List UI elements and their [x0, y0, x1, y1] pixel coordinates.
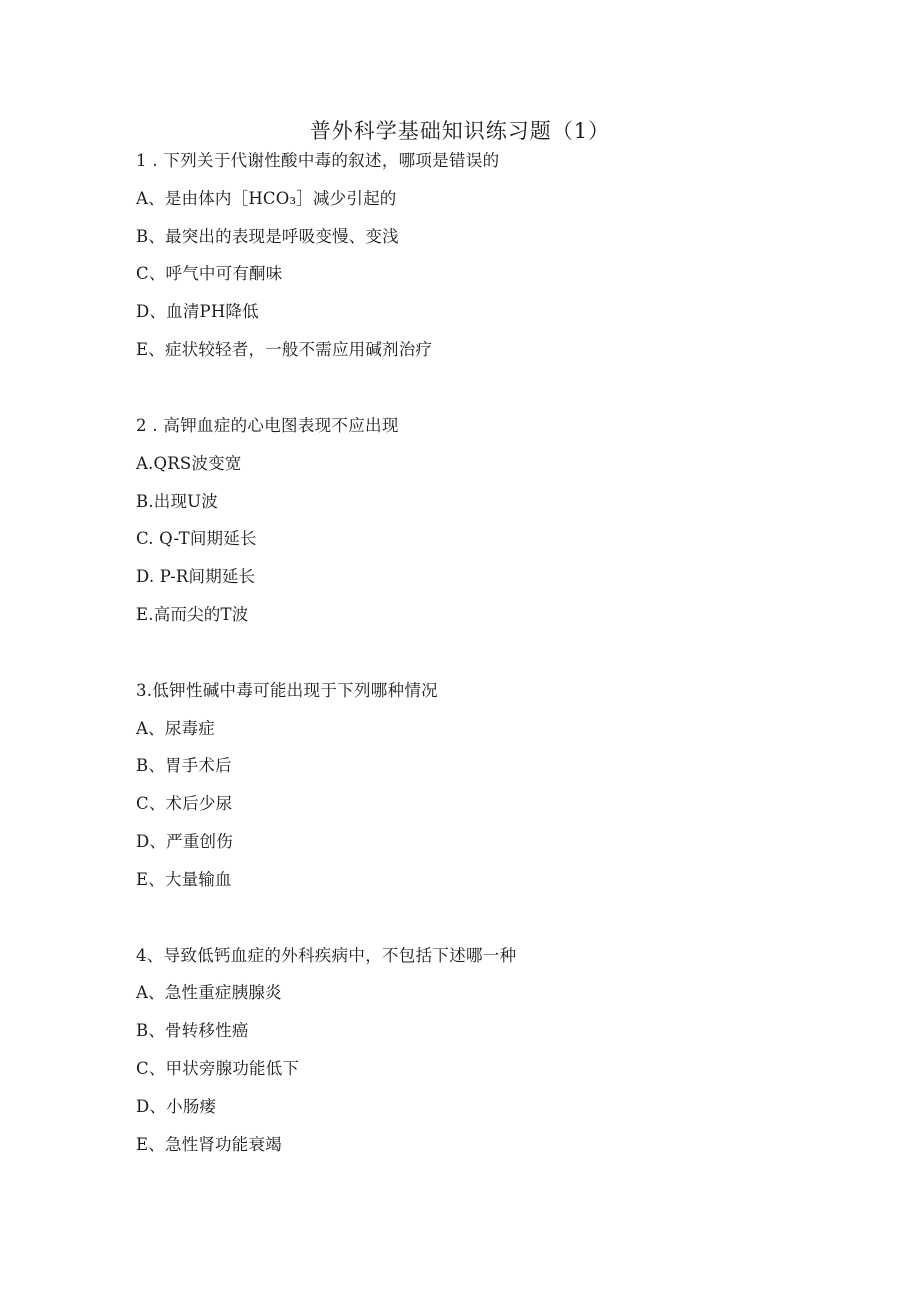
- option-d: D、小肠瘘: [136, 1097, 217, 1116]
- option-d: D、严重创伤: [136, 832, 233, 851]
- option-a: A.QRS波变宽: [136, 454, 242, 473]
- option-e: E、症状较轻者，一般不需应用碱剂治疗: [136, 340, 433, 359]
- question-text: 1 . 下列关于代谢性酸中毒的叙述，哪项是错误的: [136, 151, 500, 170]
- option-e: E、急性肾功能衰竭: [136, 1135, 282, 1154]
- page-title: 普外科学基础知识练习题（1）: [309, 119, 611, 143]
- option-d: D、血清PH降低: [136, 302, 259, 321]
- option-d: D. P-R间期延长: [136, 567, 256, 586]
- option-e: E.高而尖的T波: [136, 605, 249, 624]
- option-c: C、呼气中可有酮味: [136, 264, 283, 283]
- option-a: A、是由体内［HCO₃］减少引起的: [136, 189, 397, 208]
- option-a: A、尿毒症: [136, 719, 215, 738]
- question-text: 2 . 高钾血症的心电图表现不应出现: [136, 416, 399, 435]
- option-c: C、甲状旁腺功能低下: [136, 1059, 300, 1078]
- option-c: C. Q-T间期延长: [136, 529, 257, 548]
- option-a: A、急性重症胰腺炎: [136, 983, 282, 1002]
- option-c: C、术后少尿: [136, 794, 233, 813]
- option-b: B、骨转移性癌: [136, 1021, 249, 1040]
- question-text: 4、导致低钙血症的外科疾病中，不包括下述哪一种: [136, 946, 517, 965]
- option-b: B、胃手术后: [136, 756, 232, 775]
- question-text: 3.低钾性碱中毒可能出现于下列哪种情况: [136, 681, 438, 700]
- option-e: E、大量输血: [136, 870, 232, 889]
- option-b: B.出现U波: [136, 492, 218, 511]
- option-b: B、最突出的表现是呼吸变慢、变浅: [136, 227, 399, 246]
